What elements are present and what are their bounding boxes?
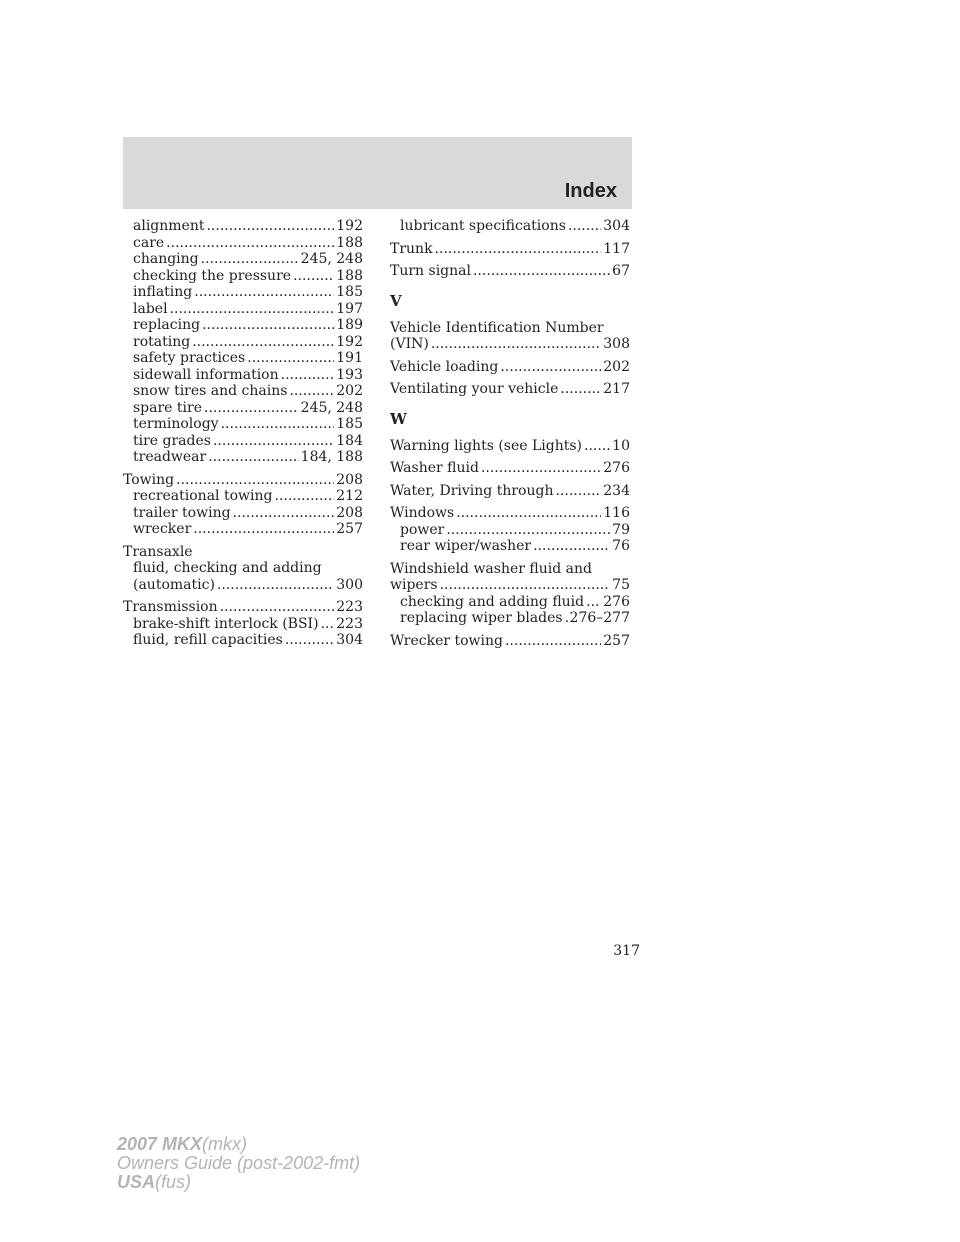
dot-leader	[193, 521, 334, 538]
index-entry-text: sidewall information	[133, 366, 279, 383]
index-entry-row	[133, 505, 363, 522]
index-entry-row	[390, 336, 630, 353]
index-entry-text: Trunk	[390, 240, 433, 257]
index-entry	[123, 251, 363, 268]
dot-leader	[281, 367, 335, 384]
dot-leader	[192, 334, 334, 351]
index-entry-row	[123, 599, 363, 616]
footer-model: 2007 MKX	[117, 1134, 203, 1154]
dot-leader	[170, 301, 335, 318]
index-entry-row	[123, 472, 363, 489]
index-entry-row	[390, 438, 630, 455]
index-entry-page: 185	[336, 416, 363, 432]
index-entry-text: replacing wiper blades	[400, 610, 563, 626]
index-entry	[123, 616, 363, 633]
index-entry-page: 208	[336, 471, 363, 488]
index-entry	[123, 488, 363, 505]
index-entry	[123, 301, 363, 318]
index-entry-page: 276–277	[569, 610, 630, 626]
index-entry-page: 245, 248	[300, 399, 363, 416]
index-entry-page: 202	[336, 383, 363, 399]
index-entry-text: Ventilating your vehicle	[390, 381, 559, 397]
index-entry	[123, 383, 363, 400]
index-entry	[123, 632, 363, 649]
index-entry	[390, 359, 630, 376]
index-entry-row	[133, 350, 363, 367]
index-entry-row	[133, 317, 363, 334]
dot-leader	[202, 317, 334, 334]
index-entry-text: Water, Driving through	[390, 482, 554, 499]
index-entry-page: 116	[603, 505, 630, 521]
index-entry-text: Turn signal	[390, 263, 471, 279]
footer-line-3	[117, 1173, 360, 1192]
dot-leader	[456, 505, 601, 522]
index-entry-page: 208	[336, 504, 363, 521]
footer-market-code: (fus)	[155, 1172, 192, 1192]
index-entry	[390, 505, 630, 522]
index-entry-row	[390, 263, 630, 280]
index-entry-row	[133, 416, 363, 433]
dot-leader	[568, 218, 601, 235]
dot-leader	[500, 359, 601, 376]
index-entry	[123, 577, 363, 594]
index-entry-row	[133, 577, 363, 594]
index-entry-page: 189	[336, 317, 363, 333]
index-entry-page: 245, 248	[300, 251, 363, 267]
index-entry-text: Vehicle Identification Number	[390, 319, 604, 336]
index-entry-page: 184, 188	[300, 449, 363, 465]
index-entry-page: 202	[603, 358, 630, 375]
index-entry-page: 308	[603, 336, 630, 352]
index-entry-text: Towing	[123, 471, 175, 488]
index-entry	[123, 400, 363, 417]
index-entry	[390, 381, 630, 398]
index-entry-row	[390, 359, 630, 376]
index-entry-text: care	[133, 234, 165, 251]
index-entry-text: Wrecker towing	[390, 632, 503, 649]
index-entry-page: 300	[336, 576, 363, 593]
index-entry	[123, 284, 363, 301]
index-entry-row	[133, 218, 363, 235]
index-entry-page: 117	[603, 240, 630, 257]
index-entry	[123, 472, 363, 489]
index-entry	[390, 438, 630, 455]
index-entry	[123, 268, 363, 285]
index-entry-row	[133, 488, 363, 505]
index-entry-row	[390, 633, 630, 650]
index-entry	[123, 521, 363, 538]
index-entry	[390, 633, 630, 650]
index-entry	[123, 505, 363, 522]
dot-leader	[247, 350, 334, 367]
index-entry	[123, 334, 363, 351]
dot-leader	[208, 449, 298, 466]
index-entry-row	[400, 594, 630, 611]
index-entry-page: 257	[603, 632, 630, 649]
index-entry-text: wrecker	[133, 521, 192, 537]
index-entry	[123, 599, 363, 616]
page-number: 317	[613, 943, 640, 959]
dot-leader	[586, 594, 601, 611]
index-entry-page: 234	[603, 482, 630, 499]
index-entry-text: label	[133, 300, 168, 317]
index-entry	[123, 218, 363, 235]
index-entry-row	[133, 433, 363, 450]
index-entry-row	[133, 616, 363, 633]
index-entry-row	[390, 460, 630, 477]
index-entry-row	[390, 505, 630, 522]
dot-leader	[285, 632, 334, 649]
dot-leader	[206, 218, 334, 235]
dot-leader	[440, 577, 611, 594]
dot-leader	[201, 251, 299, 268]
index-entry-page: 191	[336, 350, 363, 366]
index-entry-page: 76	[612, 538, 630, 554]
index-entry-text: Warning lights (see Lights)	[390, 437, 583, 454]
index-entry-row	[133, 632, 363, 649]
index-entry-text: Transmission	[123, 599, 218, 615]
index-entry-text: recreational towing	[133, 488, 273, 504]
index-entry-row	[400, 610, 630, 627]
index-entry-row	[133, 449, 363, 466]
index-entry-page: 223	[336, 599, 363, 615]
index-entry-text: Vehicle loading	[390, 358, 499, 375]
index-entry	[390, 594, 630, 611]
index-entry	[390, 320, 630, 337]
index-entry-text: lubricant specifications	[400, 218, 566, 234]
dot-leader	[204, 400, 299, 417]
dot-leader	[533, 538, 610, 555]
index-entry-text: Windshield washer fluid and	[390, 560, 592, 577]
index-entry	[390, 538, 630, 555]
index-entry-row	[133, 284, 363, 301]
index-entry-page: 79	[612, 521, 630, 538]
index-entry-text: spare tire	[133, 399, 203, 416]
index-entry-text: safety practices	[133, 350, 246, 366]
index-entry	[390, 561, 630, 578]
index-entry	[123, 235, 363, 252]
dot-leader	[289, 383, 334, 400]
index-entry-text: trailer towing	[133, 504, 231, 521]
index-entry-page: 192	[336, 218, 363, 234]
index-entry-page: 10	[612, 437, 630, 454]
dot-leader	[233, 505, 335, 522]
index-entry-text: replacing	[133, 317, 201, 333]
footer-model-code: (mkx)	[202, 1134, 248, 1154]
dot-leader	[220, 599, 335, 616]
index-entry-page: 192	[336, 333, 363, 350]
index-entry-row	[133, 301, 363, 318]
index-entry	[390, 610, 630, 627]
dot-leader	[217, 577, 334, 594]
index-entry	[123, 367, 363, 384]
index-entry-text: Transaxle	[123, 543, 193, 560]
index-entry-row	[390, 381, 630, 398]
index-entry-text: brake-shift interlock (BSI)	[133, 615, 319, 632]
index-entry	[123, 317, 363, 334]
index-entry	[390, 336, 630, 353]
index-entry	[123, 449, 363, 466]
index-entry-row	[133, 367, 363, 384]
index-entry-row	[400, 522, 630, 539]
index-entry-page: 188	[336, 234, 363, 251]
dot-leader	[584, 438, 610, 455]
index-entry-text: tire grades	[133, 432, 211, 449]
index-entry-row	[390, 577, 630, 594]
index-entry-page: 217	[603, 381, 630, 397]
dot-leader	[166, 235, 334, 252]
index-entry-text: changing	[133, 251, 199, 267]
index-entry	[390, 460, 630, 477]
dot-leader	[560, 381, 601, 398]
dot-leader	[431, 336, 601, 353]
footer	[117, 1135, 360, 1192]
index-entry	[123, 544, 363, 561]
dot-leader	[565, 610, 568, 627]
index-entry	[390, 577, 630, 594]
index-entry-page: 276	[603, 593, 630, 610]
index-entry-text: wipers	[390, 577, 438, 593]
index-column-left	[123, 218, 363, 649]
index-column-right	[390, 218, 630, 649]
index-entry	[390, 241, 630, 258]
dot-leader	[194, 284, 334, 301]
index-entry-page: 67	[612, 263, 630, 279]
dot-leader	[213, 433, 334, 450]
index-entry-row	[390, 241, 630, 258]
index-entry	[123, 560, 363, 577]
index-entry-row	[133, 521, 363, 538]
index-entry-row	[133, 251, 363, 268]
index-entry-row	[133, 268, 363, 285]
dot-leader	[274, 488, 334, 505]
footer-market: USA	[117, 1172, 156, 1192]
index-entry-page: 212	[336, 488, 363, 504]
index-entry-page: 304	[336, 632, 363, 648]
dot-leader	[293, 268, 334, 285]
index-entry-page: 184	[336, 432, 363, 449]
dot-leader	[446, 522, 610, 539]
dot-leader	[321, 616, 335, 633]
index-entry-text: power	[400, 521, 445, 538]
index-entry	[390, 263, 630, 280]
index-entry-row	[400, 538, 630, 555]
dot-leader	[555, 483, 601, 500]
index-entry-row	[133, 383, 363, 400]
index-entry-text: terminology	[133, 416, 219, 432]
index-entry-page: 185	[336, 284, 363, 300]
index-entry-row	[390, 483, 630, 500]
page-title: Index	[564, 180, 617, 202]
index-entry-text: Washer fluid	[390, 460, 479, 476]
dot-leader	[481, 460, 601, 477]
index-entry-text: (VIN)	[390, 336, 429, 352]
index-entry-page: 197	[336, 300, 363, 317]
index-entry-text: Windows	[390, 505, 455, 521]
footer-line-1	[117, 1135, 360, 1154]
index-entry-page: 276	[603, 460, 630, 476]
index-entry-row	[133, 235, 363, 252]
index-letter-heading: V	[390, 291, 402, 310]
index-entry-row	[400, 218, 630, 235]
index-entry-text: rear wiper/washer	[400, 538, 532, 554]
index-entry-page: 193	[336, 366, 363, 383]
index-entry	[123, 350, 363, 367]
index-entry-page: 223	[336, 615, 363, 632]
index-entry-text: fluid, checking and adding	[133, 560, 322, 576]
index-entry-text: (automatic)	[133, 576, 215, 593]
index-entry	[390, 218, 630, 235]
index-entry-text: snow tires and chains	[133, 383, 288, 399]
index-entry-row	[133, 334, 363, 351]
dot-leader	[505, 633, 601, 650]
index-entry-page: 188	[336, 267, 363, 284]
index-entry-text: checking and adding fluid	[400, 593, 585, 610]
index-entry-text: fluid, refill capacities	[133, 632, 283, 648]
index-entry-text: treadwear	[133, 449, 207, 465]
index-entry	[123, 433, 363, 450]
index-entry-page: 257	[336, 521, 363, 537]
index-entry	[390, 483, 630, 500]
footer-line-2: Owners Guide (post-2002-fmt)	[117, 1153, 361, 1173]
index-entry	[123, 416, 363, 433]
index-entry	[390, 522, 630, 539]
index-entry-text: alignment	[133, 218, 205, 234]
index-entry-text: rotating	[133, 333, 191, 350]
dot-leader	[473, 263, 610, 280]
index-entry-row	[133, 400, 363, 417]
index-entry-text: inflating	[133, 284, 193, 300]
index-entry-page: 304	[603, 218, 630, 234]
header-band	[123, 137, 632, 209]
dot-leader	[221, 416, 335, 433]
index-entry-text: checking the pressure	[133, 267, 292, 284]
index-letter-heading: W	[390, 409, 407, 428]
dot-leader	[176, 472, 334, 489]
dot-leader	[435, 241, 602, 258]
index-entry-page: 75	[612, 577, 630, 593]
